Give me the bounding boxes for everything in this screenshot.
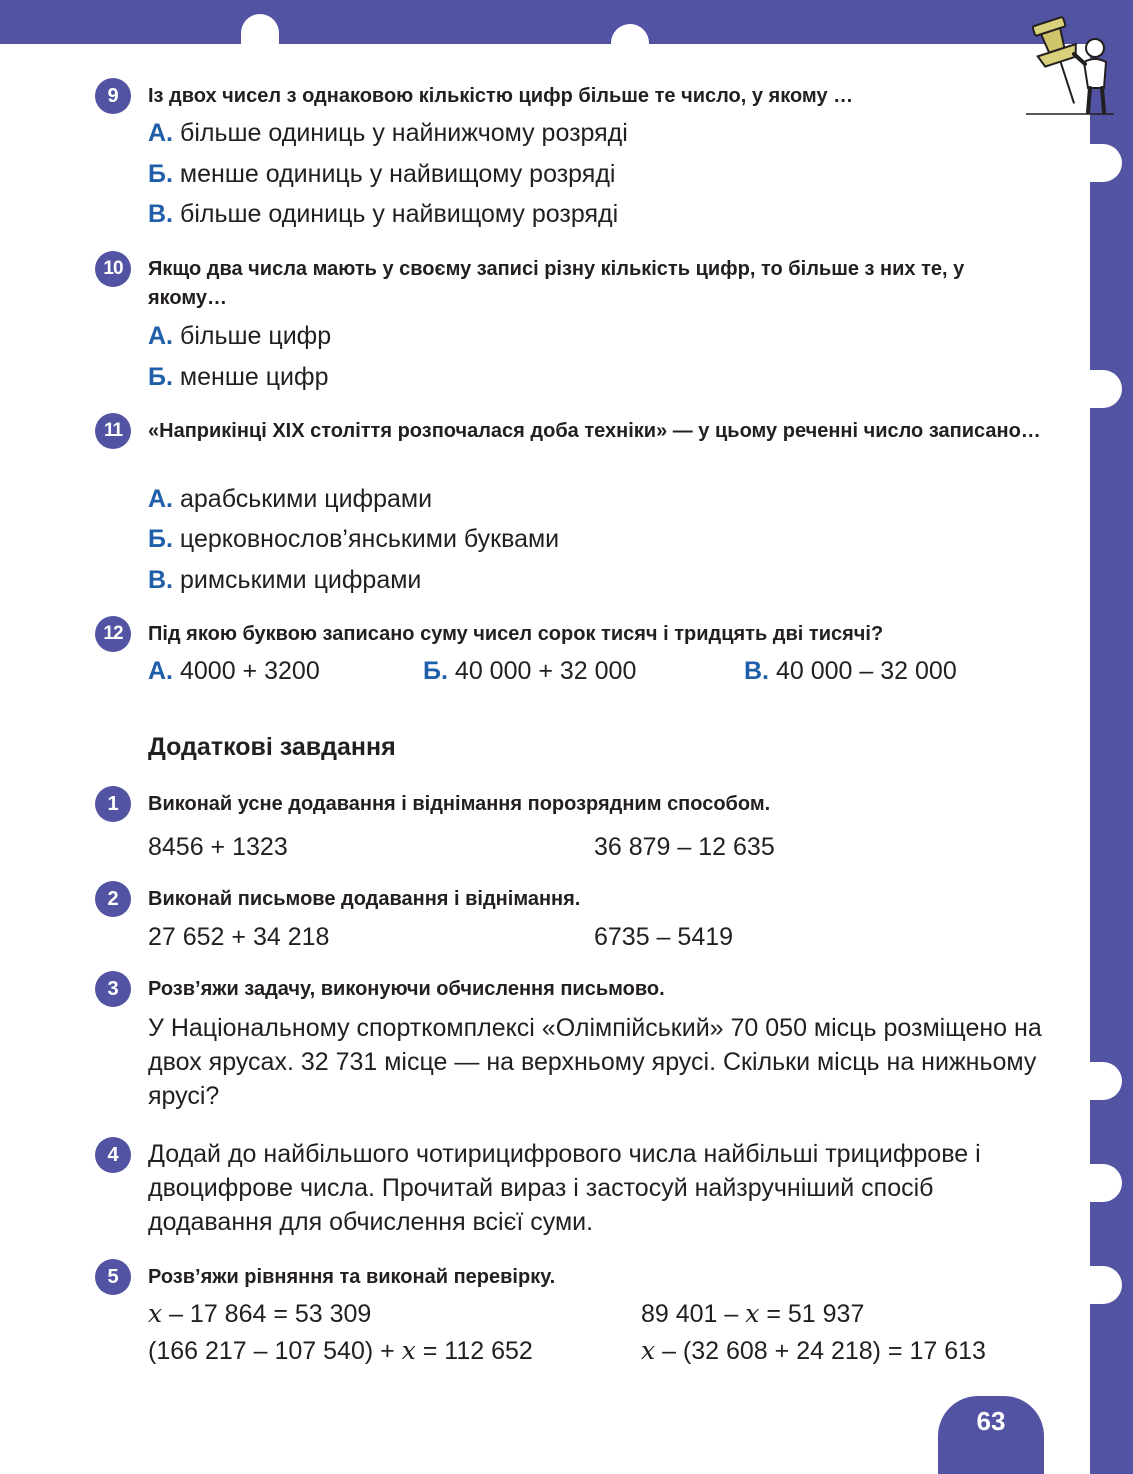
task-2-instruction: Виконай письмове додавання і віднімання. (148, 888, 581, 910)
option-letter: В. (744, 657, 769, 685)
equation-left: (166 217 – 107 540) + (148, 1337, 395, 1365)
option-letter: А. (148, 485, 173, 513)
question-number-badge: 10 (95, 251, 131, 287)
option-letter: Б. (148, 363, 173, 391)
page-number: 63 (976, 1406, 1006, 1436)
q11-option-a[interactable] (148, 484, 432, 514)
q12-option-a[interactable] (148, 656, 320, 686)
option-letter: В. (148, 200, 173, 228)
question-number-badge: 11 (95, 413, 131, 449)
q11-option-b[interactable] (148, 524, 559, 554)
task-number-badge: 5 (95, 1259, 131, 1295)
option-letter: А. (148, 119, 173, 147)
task-1-left-expression: 8456 + 1323 (148, 833, 288, 861)
equation-rest: = 112 652 (422, 1337, 533, 1365)
option-text: 40 000 + 32 000 (454, 657, 637, 685)
task-number-badge: 1 (95, 786, 131, 822)
task-number-badge: 4 (95, 1137, 131, 1173)
task-2-right-expression: 6735 – 5419 (594, 923, 734, 951)
task-3-instruction: Розв’яжи задачу, виконуючи обчислення письмово. (148, 978, 665, 1000)
variable-x: x (401, 1336, 416, 1365)
option-text: 40 000 – 32 000 (776, 657, 957, 685)
option-letter: Б. (148, 525, 173, 553)
equation-4 (641, 1336, 986, 1366)
option-text: арабськими цифрами (180, 485, 433, 513)
equation-left: 89 401 – (641, 1300, 739, 1328)
option-letter: В. (148, 566, 173, 594)
q10-option-b[interactable] (148, 362, 328, 392)
question-12-text: Під якою буквою записано суму чисел сорок тисяч і тридцять дві тисячі? (148, 623, 884, 645)
task-2-left-expression: 27 652 + 34 218 (148, 923, 330, 951)
question-11-text: «Наприкінці XIX століття розпочалася доба техніки» — у цьому реченні число записано… (148, 420, 1041, 442)
option-text: менше цифр (179, 363, 329, 391)
task-number-badge: 2 (95, 881, 131, 917)
option-letter: А. (148, 657, 173, 685)
question-number-badge: 12 (95, 616, 131, 652)
option-text: римськими цифрами (180, 566, 422, 594)
band-notch (611, 24, 649, 54)
option-text: 4000 + 3200 (180, 657, 320, 685)
option-text: менше одиниць у найвищому розряді (179, 160, 616, 188)
q9-option-c[interactable] (148, 199, 618, 229)
variable-x: x (745, 1299, 760, 1328)
q11-option-c[interactable] (148, 565, 421, 595)
option-text: більше одиниць у найнижчому розряді (180, 119, 628, 147)
task-3-problem-text: У Національному спорткомплексі «Олімпійський» 70 050 місць розміщено на двох ярусах. 32 731 місце — на верхньому ярусі. Скільки місць на нижньому ярусі? (148, 1014, 1042, 1110)
variable-x: x (148, 1299, 163, 1328)
variable-x: x (641, 1336, 656, 1365)
question-10-text: Якщо два числа мають у своєму записі різну кількість цифр, то більше з них те, у якому… (148, 258, 965, 309)
option-text: більше одиниць у найвищому розряді (180, 200, 619, 228)
question-number-badge: 9 (95, 78, 131, 114)
equation-2 (641, 1299, 864, 1329)
task-1-right-expression: 36 879 – 12 635 (594, 833, 775, 861)
task-5-instruction: Розв’яжи рівняння та виконай перевірку. (148, 1266, 556, 1288)
q12-option-c[interactable] (744, 656, 957, 686)
option-letter: А. (148, 322, 173, 350)
band-notch (241, 14, 279, 44)
q9-option-a[interactable] (148, 118, 628, 148)
top-decor-band (0, 0, 1133, 44)
equation-3 (148, 1336, 533, 1366)
q10-option-a[interactable] (148, 321, 331, 351)
equation-rest: – (32 608 + 24 218) = 17 613 (662, 1337, 986, 1365)
task-number-badge: 3 (95, 971, 131, 1007)
equation-rest: – 17 864 = 53 309 (169, 1300, 372, 1328)
q12-option-b[interactable] (423, 656, 636, 686)
q9-option-b[interactable] (148, 159, 615, 189)
right-decor-band (1090, 0, 1133, 1474)
equation-1 (148, 1299, 371, 1329)
option-letter: Б. (148, 160, 173, 188)
option-text: церковнослов’янськими буквами (179, 525, 560, 553)
option-text: більше цифр (180, 322, 332, 350)
section-title: Додаткові завдання (148, 733, 396, 761)
task-1-instruction: Виконай усне додавання і віднімання порозрядним способом. (148, 793, 771, 815)
task-4-text: Додай до найбільшого чотирицифрового числа найбільші трицифрове і двоцифрове числа. Прочитай вираз і застосуй найзручніший спосіб додавання для обчислення всієї суми. (148, 1140, 981, 1236)
equation-rest: = 51 937 (766, 1300, 865, 1328)
option-letter: Б. (423, 657, 448, 685)
question-9-text: Із двох чисел з однаковою кількістю цифр більше те число, у якому … (148, 85, 854, 107)
